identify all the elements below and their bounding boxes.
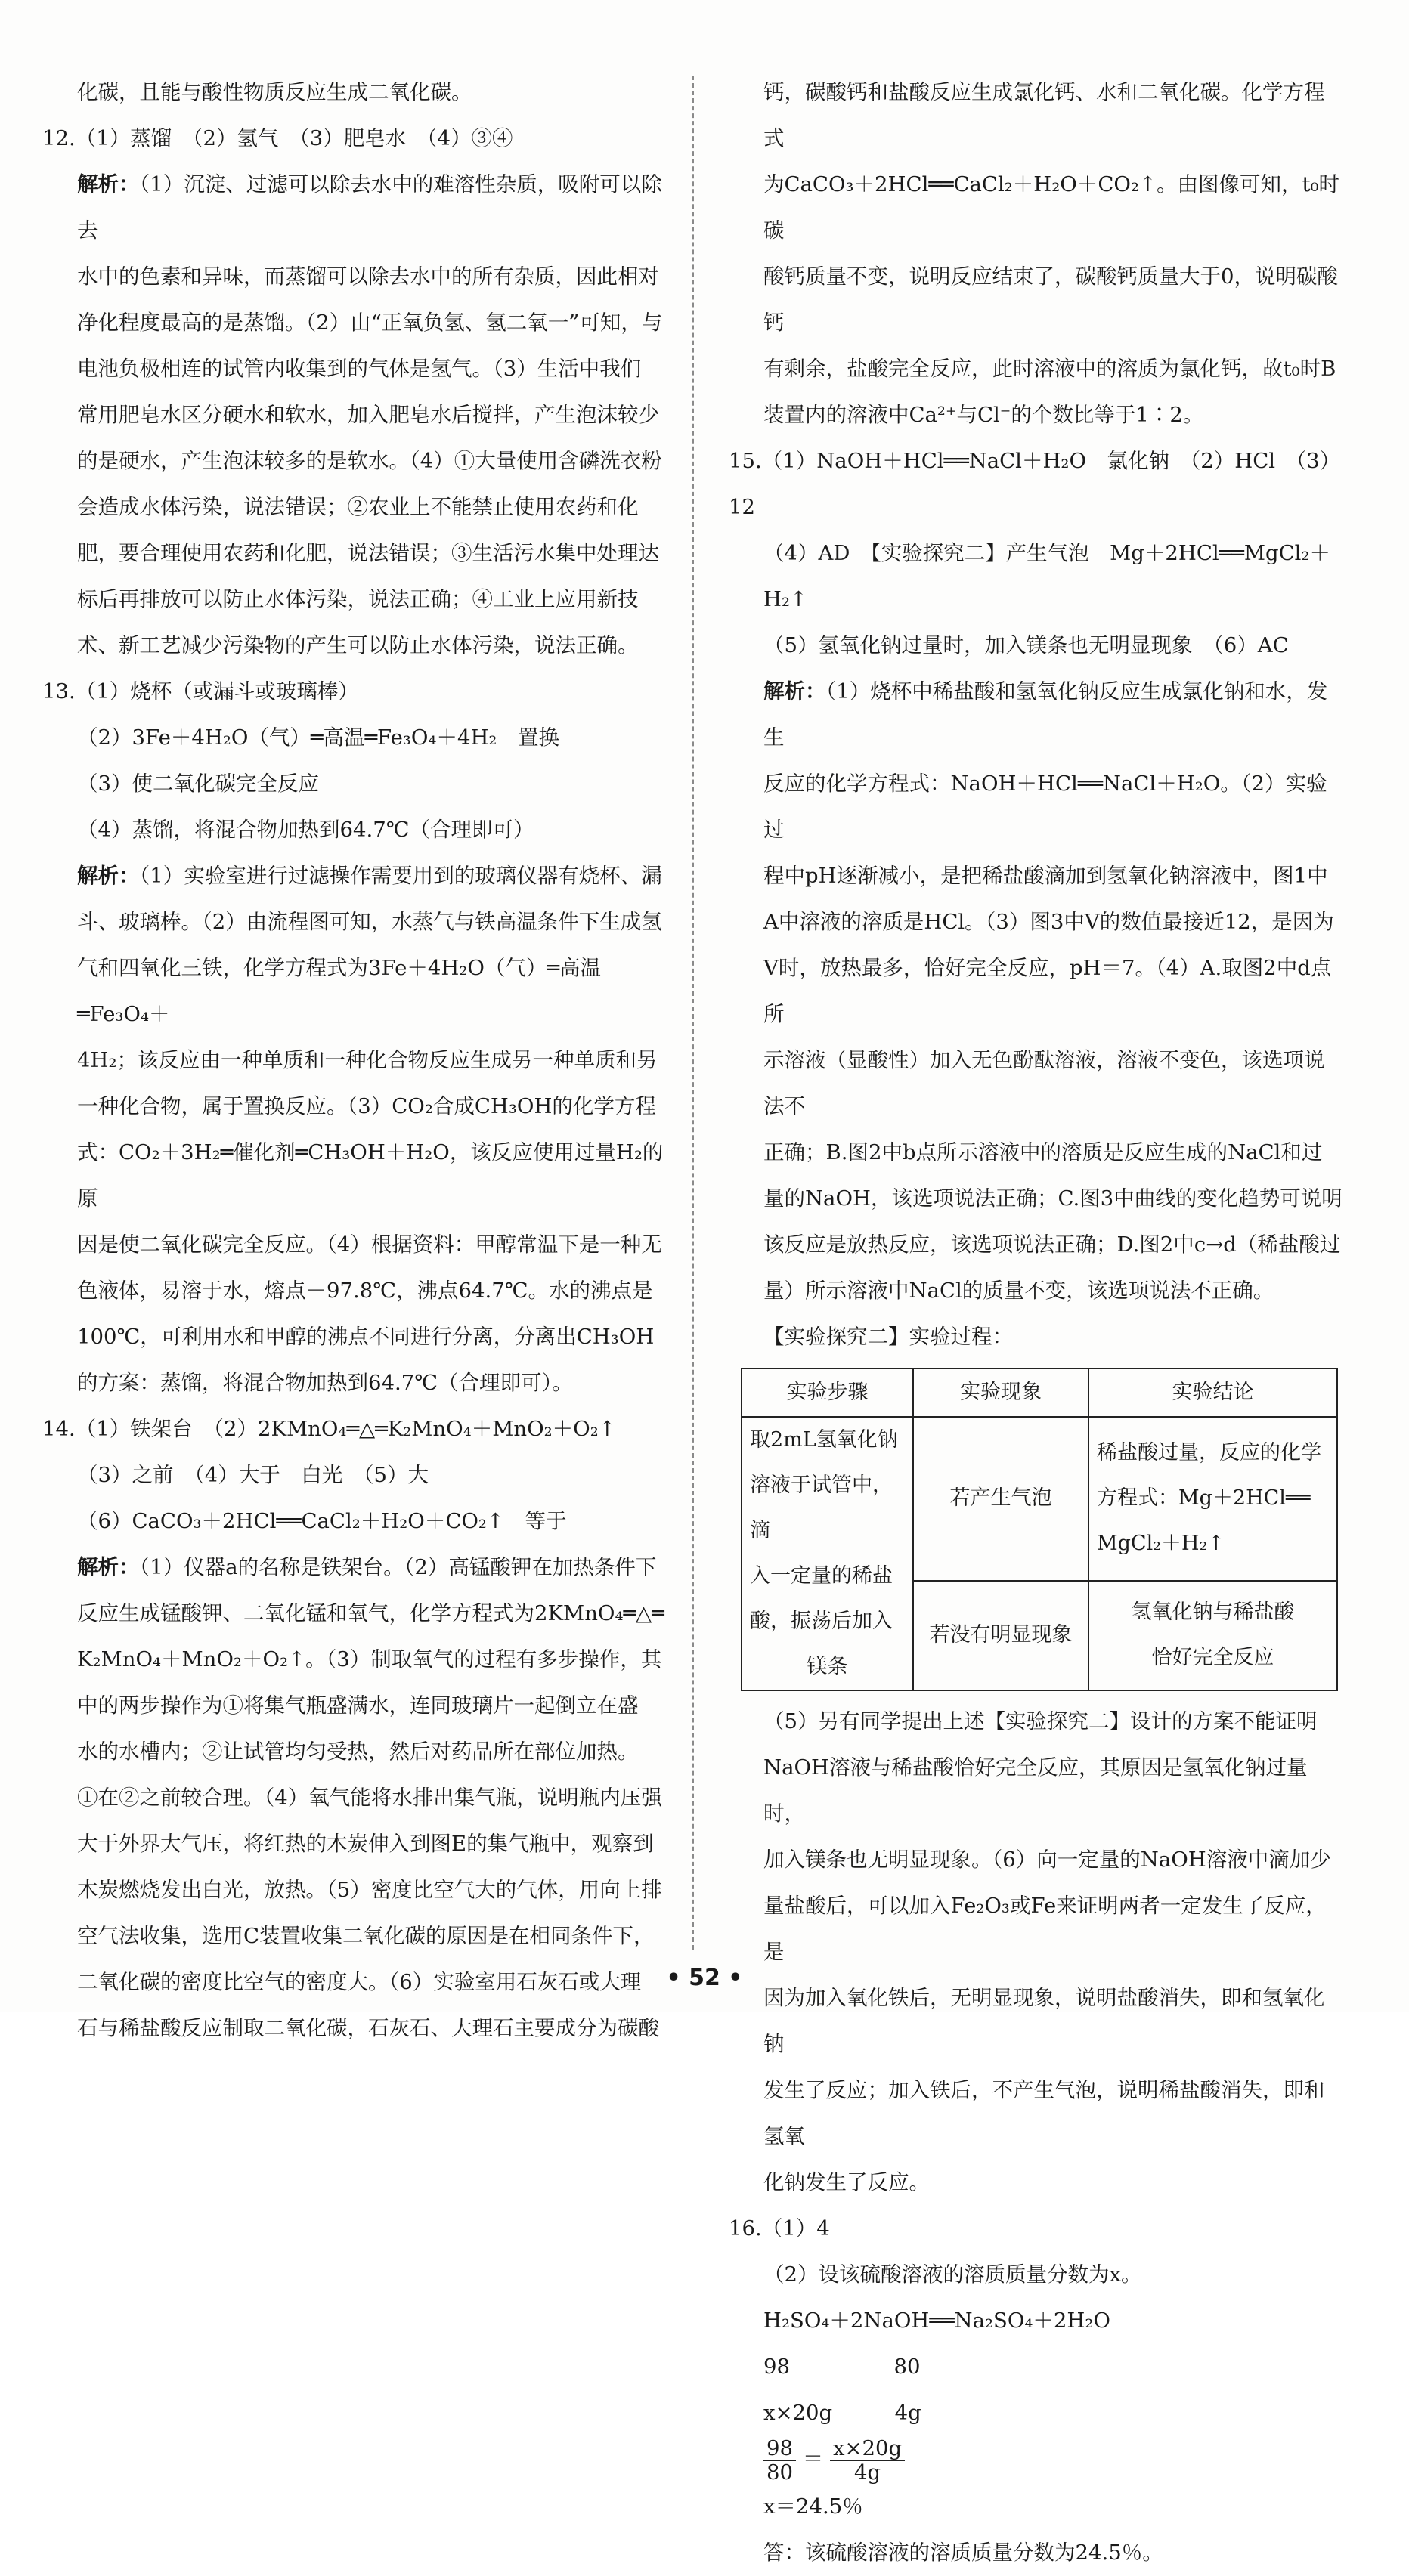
explanation-line xyxy=(42,484,668,530)
line-text: 色液体，易溶于水，熔点－97.8℃，沸点64.7℃。水的沸点是 xyxy=(77,1279,653,1303)
explanation-line xyxy=(42,1222,668,1268)
explanation-line xyxy=(42,1268,668,1314)
line-text: 木炭燃烧发出白光，放热。（5）密度比空气大的气体，用向上排 xyxy=(77,1878,662,1902)
explanation-line xyxy=(42,346,668,392)
explanation-line xyxy=(42,1775,668,1821)
explanation-line xyxy=(42,2005,668,2052)
line-text: 100℃，可利用水和甲醇的沸点不同进行分离，分离出CH₃OH xyxy=(77,1325,655,1349)
table-header: 实验结论 xyxy=(1088,1368,1337,1417)
line-text: （6）CaCO₃＋2HCl══CaCl₂＋H₂O＋CO₂↑ 等于 xyxy=(77,1509,567,1533)
explanation-line xyxy=(729,70,1342,162)
line-text: 水中的色素和异味，而蒸馏可以除去水中的所有杂质，因此相对 xyxy=(77,264,659,289)
line-text: x×20g 4g xyxy=(763,2401,921,2425)
explanation-line xyxy=(42,1084,668,1130)
fraction-left xyxy=(763,2437,796,2484)
explanation-line xyxy=(42,1545,668,1591)
explanation-line xyxy=(42,577,668,623)
line-text: 二氧化碳的密度比空气的密度大。（6）实验室用石灰石或大理 xyxy=(77,1970,642,1994)
explanation-line xyxy=(42,853,668,899)
explanation-line xyxy=(729,1222,1342,1268)
line-text: 因是使二氧化碳完全反应。（4）根据资料：甲醇常温下是一种无 xyxy=(77,1232,662,1257)
line-text: 13.（1）烧杯（或漏斗或玻璃棒） xyxy=(42,679,359,704)
line-text: （1）烧杯中稀盐酸和氢氧化钠反应生成氯化钠和水，发生 xyxy=(763,679,1328,750)
table-cell-step xyxy=(742,1417,913,1690)
line-text: 一种化合物，属于置换反应。（3）CO₂合成CH₃OH的化学方程 xyxy=(77,1094,656,1118)
answer-line xyxy=(729,623,1342,669)
line-text: 术、新工艺减少污染物的产生可以防止水体污染，说法正确。 xyxy=(77,633,639,657)
question-answer-line xyxy=(42,1406,668,1452)
line-text: 电池负极相连的试管内收集到的气体是氢气。（3）生活中我们 xyxy=(77,357,642,381)
explanation-line xyxy=(42,438,668,484)
explanation-line xyxy=(729,669,1342,761)
line-text: 因为加入氧化铁后，无明显现象，说明盐酸消失，即和氢氧化钠 xyxy=(763,1986,1325,2056)
line-text: 量盐酸后，可以加入Fe₂O₃或Fe来证明两者一定发生了反应，是 xyxy=(763,1894,1327,1964)
explanation-line xyxy=(42,1360,668,1406)
line-text: 4H₂；该反应由一种单质和一种化合物反应生成另一种单质和另 xyxy=(77,1048,658,1072)
explanation-line xyxy=(729,899,1342,945)
line-text: （4）AD 【实验探究二】产生气泡 Mg＋2HCl══MgCl₂＋H₂↑ xyxy=(763,541,1330,611)
line-text: x＝24.5％ xyxy=(763,2494,863,2519)
line-text: 为CaCO₃＋2HCl══CaCl₂＋H₂O＋CO₂↑。由图像可知，t₀时碳 xyxy=(763,172,1340,243)
answer-line xyxy=(42,761,668,807)
line-text: 化碳，且能与酸性物质反应生成二氧化碳。 xyxy=(77,80,472,104)
explanation-line xyxy=(729,1314,1342,1360)
fraction-numerator: 98 xyxy=(763,2437,796,2461)
line-text: 净化程度最高的是蒸馏。（2）由“正氧负氢、氢二氧一”可知，与 xyxy=(77,311,663,335)
line-text: 的是硬水，产生泡沫较多的是软水。（4）①大量使用含磷洗衣粉 xyxy=(77,449,662,473)
explanation-line xyxy=(42,945,668,1038)
line-text: 反应的化学方程式：NaOH＋HCl══NaCl＋H₂O。（2）实验过 xyxy=(763,772,1327,842)
answer-line xyxy=(42,715,668,761)
line-text: A中溶液的溶质是HCl。（3）图3中V的数值最接近12，是因为 xyxy=(763,910,1334,934)
right-column-bottom xyxy=(729,1699,1342,2436)
page-number: • 52 • xyxy=(666,1965,743,1991)
right-column-top xyxy=(729,70,1342,1360)
line-text: 14.（1）铁架台 （2）2KMnO₄═△═K₂MnO₄＋MnO₂＋O₂↑ xyxy=(42,1417,616,1441)
step-line: 入一定量的稀盐 xyxy=(750,1564,893,1588)
line-text: 16.（1）4 xyxy=(729,2216,830,2240)
line-text: 加入镁条也无明显现象。（6）向一定量的NaOH溶液中滴加少 xyxy=(763,1848,1331,1872)
table-header: 实验步骤 xyxy=(742,1368,913,1417)
table-header-row xyxy=(742,1368,1337,1417)
line-text: 空气法收集，选用C装置收集二氧化碳的原因是在相同条件下， xyxy=(77,1924,655,1948)
explanation-line xyxy=(42,1314,668,1360)
explanation-label: 解析： xyxy=(77,172,140,196)
explanation-line xyxy=(42,623,668,669)
line-text: 大于外界大气压，将红热的木炭伸入到图E的集气瓶中，观察到 xyxy=(77,1832,654,1856)
line-text: （1）仪器a的名称是铁架台。（2）高锰酸钾在加热条件下 xyxy=(139,1555,657,1579)
answer-line xyxy=(42,807,668,853)
question-answer-line xyxy=(729,438,1342,530)
explanation-line xyxy=(729,2160,1342,2206)
table-cell-conclusion xyxy=(1088,1417,1337,1581)
explanation-line xyxy=(729,346,1342,392)
answer-line xyxy=(729,530,1342,623)
answer-line xyxy=(729,2298,1342,2344)
step-line: 酸，振荡后加入 xyxy=(750,1610,893,1633)
line-text: 钙，碳酸钙和盐酸反应生成氯化钙、水和二氧化碳。化学方程式 xyxy=(763,80,1325,150)
line-text: 肥，要合理使用农药和化肥，说法错误；③生活污水集中处理达 xyxy=(77,541,659,565)
explanation-line xyxy=(729,853,1342,899)
fraction-denominator: 4g xyxy=(854,2460,881,2485)
line-text: 12.（1）蒸馏 （2）氢气 （3）肥皂水 （4）③④ xyxy=(42,126,513,150)
answer-line xyxy=(729,2530,1342,2576)
experiment-table xyxy=(741,1368,1338,1691)
explanation-line xyxy=(42,1683,668,1729)
explanation-line xyxy=(42,1729,668,1775)
line-text: 该反应是放热反应，该选项说法正确；D.图2中c→d（稀盐酸过 xyxy=(763,1232,1341,1257)
line-text: ①在②之前较合理。（4）氧气能将水排出集气瓶，说明瓶内压强 xyxy=(77,1786,662,1810)
answer-line xyxy=(729,2344,1342,2390)
answer-line xyxy=(42,1498,668,1545)
line-text: 【实验探究二】实验过程： xyxy=(763,1325,1013,1349)
explanation-line xyxy=(729,392,1342,438)
line-text: 量的NaOH，该选项说法正确；C.图3中曲线的变化趋势可说明 xyxy=(763,1186,1342,1211)
explanation-line xyxy=(729,1745,1342,1837)
answer-line xyxy=(729,2390,1342,2436)
question-answer-line xyxy=(42,116,668,162)
explanation-line xyxy=(729,945,1342,1038)
explanation-line xyxy=(42,1913,668,1959)
conclusion-line: 氢氧化钠与稀盐酸 xyxy=(1131,1600,1295,1625)
column-divider xyxy=(692,76,694,1950)
fraction-denominator: 80 xyxy=(766,2460,793,2485)
explanation-label: 解析： xyxy=(77,864,140,888)
line-text: 斗、玻璃棒。（2）由流程图可知，水蒸气与铁高温条件下生成氢 xyxy=(77,910,662,934)
line-text: 正确；B.图2中b点所示溶液中的溶质是反应生成的NaCl和过 xyxy=(763,1140,1323,1164)
explanation-line xyxy=(42,300,668,346)
line-text: （5）氢氧化钠过量时，加入镁条也无明显现象 （6）AC xyxy=(763,633,1289,657)
line-text: 装置内的溶液中Ca²⁺与Cl⁻的个数比等于1∶2。 xyxy=(763,403,1204,427)
explanation-line xyxy=(42,1591,668,1637)
right-column-end xyxy=(729,2484,1342,2576)
explanation-line xyxy=(42,392,668,438)
conclusion-line: MgCl₂＋H₂↑ xyxy=(1097,1532,1225,1556)
line-text: 反应生成锰酸钾、二氧化锰和氧气，化学方程式为2KMnO₄═△═ xyxy=(77,1601,664,1625)
line-text: K₂MnO₄＋MnO₂＋O₂↑。（3）制取氧气的过程有多步操作，其 xyxy=(77,1647,662,1671)
explanation-line xyxy=(729,1268,1342,1314)
line-text: （2）3Fe＋4H₂O（气）═高温═Fe₃O₄＋4H₂ 置换 xyxy=(77,725,559,750)
line-text: H₂SO₄＋2NaOH══Na₂SO₄＋2H₂O xyxy=(763,2309,1110,2333)
equals-sign: ＝ xyxy=(802,2447,824,2471)
left-column xyxy=(42,70,668,2052)
line-text: 答：该硫酸溶液的溶质质量分数为24.5％。 xyxy=(763,2540,1163,2565)
line-text: NaOH溶液与稀盐酸恰好完全反应，其原因是氢氧化钠过量时， xyxy=(763,1755,1308,1826)
answer-line xyxy=(729,2484,1342,2530)
explanation-line xyxy=(729,1699,1342,1745)
explanation-line xyxy=(42,70,668,116)
line-text: 标后再排放可以防止水体污染，说法正确；④工业上应用新技 xyxy=(77,587,639,611)
line-text: V时，放热最多，恰好完全反应，pH＝7。（4）A.取图2中d点所 xyxy=(763,956,1332,1026)
explanation-label: 解析： xyxy=(763,679,826,704)
explanation-line xyxy=(42,1038,668,1084)
explanation-line xyxy=(42,530,668,577)
step-line: 溶液于试管中，滴 xyxy=(750,1474,893,1542)
line-text: 中的两步操作为①将集气瓶盛满水，连同玻璃片一起倒立在盛 xyxy=(77,1693,639,1718)
line-text: （4）蒸馏，将混合物加热到64.7℃（合理即可） xyxy=(77,818,534,842)
explanation-line xyxy=(42,1821,668,1867)
line-text: 水的水槽内；②让试管均匀受热，然后对药品所在部位加热。 xyxy=(77,1739,639,1764)
explanation-line xyxy=(42,254,668,300)
line-text: 常用肥皂水区分硬水和软水，加入肥皂水后搅拌，产生泡沫较少 xyxy=(77,403,659,427)
explanation-line xyxy=(729,254,1342,346)
line-text: 示溶液（显酸性）加入无色酚酞溶液，溶液不变色，该选项说法不 xyxy=(763,1048,1325,1118)
conclusion-line: 恰好完全反应 xyxy=(1151,1646,1274,1670)
explanation-line xyxy=(729,1837,1342,1883)
explanation-line xyxy=(729,1883,1342,1975)
conclusion-line: 稀盐酸过量，反应的化学 xyxy=(1097,1441,1321,1465)
explanation-line xyxy=(42,899,668,945)
table-cell-phenomenon: 若产生气泡 xyxy=(913,1417,1088,1581)
table-header: 实验现象 xyxy=(913,1368,1088,1417)
explanation-line xyxy=(729,162,1342,254)
table-cell-phenomenon: 若没有明显现象 xyxy=(913,1581,1088,1690)
line-text: 式：CO₂＋3H₂═催化剂═CH₃OH＋H₂O，该反应使用过量H₂的原 xyxy=(77,1140,664,1211)
step-line: 镁条 xyxy=(807,1655,848,1678)
explanation-line xyxy=(729,761,1342,853)
line-text: 石与稀盐酸反应制取二氧化碳，石灰石、大理石主要成分为碳酸 xyxy=(77,2016,659,2040)
explanation-line xyxy=(729,1176,1342,1222)
line-text: （1）沉淀、过滤可以除去水中的难溶性杂质，吸附可以除去 xyxy=(77,172,662,243)
line-text: 98 80 xyxy=(763,2355,921,2379)
explanation-line xyxy=(42,1130,668,1222)
line-text: 有剩余，盐酸完全反应，此时溶液中的溶质为氯化钙，故t₀时B xyxy=(763,357,1336,381)
line-text: （5）另有同学提出上述【实验探究二】设计的方案不能证明 xyxy=(763,1709,1318,1733)
line-text: （2）设该硫酸溶液的溶质质量分数为x。 xyxy=(763,2262,1142,2287)
fraction-equation xyxy=(729,2436,1342,2484)
line-text: 会造成水体污染，说法错误；②农业上不能禁止使用农药和化 xyxy=(77,495,639,519)
line-text: （1）实验室进行过滤操作需要用到的玻璃仪器有烧杯、漏 xyxy=(139,864,662,888)
explanation-line xyxy=(42,1637,668,1683)
answer-line xyxy=(729,2252,1342,2298)
line-text: 酸钙质量不变，说明反应结束了，碳酸钙质量大于0，说明碳酸钙 xyxy=(763,264,1338,335)
answer-line xyxy=(42,1452,668,1498)
explanation-line xyxy=(729,1038,1342,1130)
explanation-line xyxy=(42,1867,668,1913)
line-text: 的方案：蒸馏，将混合物加热到64.7℃（合理即可）。 xyxy=(77,1371,573,1395)
question-answer-line xyxy=(729,2206,1342,2252)
fraction-right xyxy=(830,2437,905,2484)
explanation-line xyxy=(42,162,668,254)
explanation-label: 解析： xyxy=(77,1555,140,1579)
table-cell-conclusion xyxy=(1088,1581,1337,1690)
line-text: （3）使二氧化碳完全反应 xyxy=(77,772,319,796)
step-line: 取2mL氢氧化钠 xyxy=(750,1428,898,1452)
line-text: 程中pH逐渐减小，是把稀盐酸滴加到氢氧化钠溶液中，图1中 xyxy=(763,864,1328,888)
right-column xyxy=(729,70,1342,2576)
line-text: 气和四氧化三铁，化学方程式为3Fe＋4H₂O（气）═高温═Fe₃O₄＋ xyxy=(77,956,601,1026)
line-text: 发生了反应；加入铁后，不产生气泡，说明稀盐酸消失，即和氢氧 xyxy=(763,2078,1325,2148)
line-text: （3）之前 （4）大于 白光 （5）大 xyxy=(77,1463,429,1487)
fraction-numerator: x×20g xyxy=(830,2437,905,2461)
line-text: 量）所示溶液中NaCl的质量不变，该选项说法不正确。 xyxy=(763,1279,1274,1303)
explanation-line xyxy=(729,2067,1342,2160)
line-text: 15.（1）NaOH＋HCl══NaCl＋H₂O 氯化钠 （2）HCl （3）12 xyxy=(729,449,1341,519)
line-text: 化钠发生了反应。 xyxy=(763,2170,930,2194)
conclusion-line: 方程式：Mg＋2HCl══ xyxy=(1097,1486,1311,1511)
question-answer-line xyxy=(42,669,668,715)
table-row xyxy=(742,1417,1337,1581)
explanation-line xyxy=(729,1130,1342,1176)
